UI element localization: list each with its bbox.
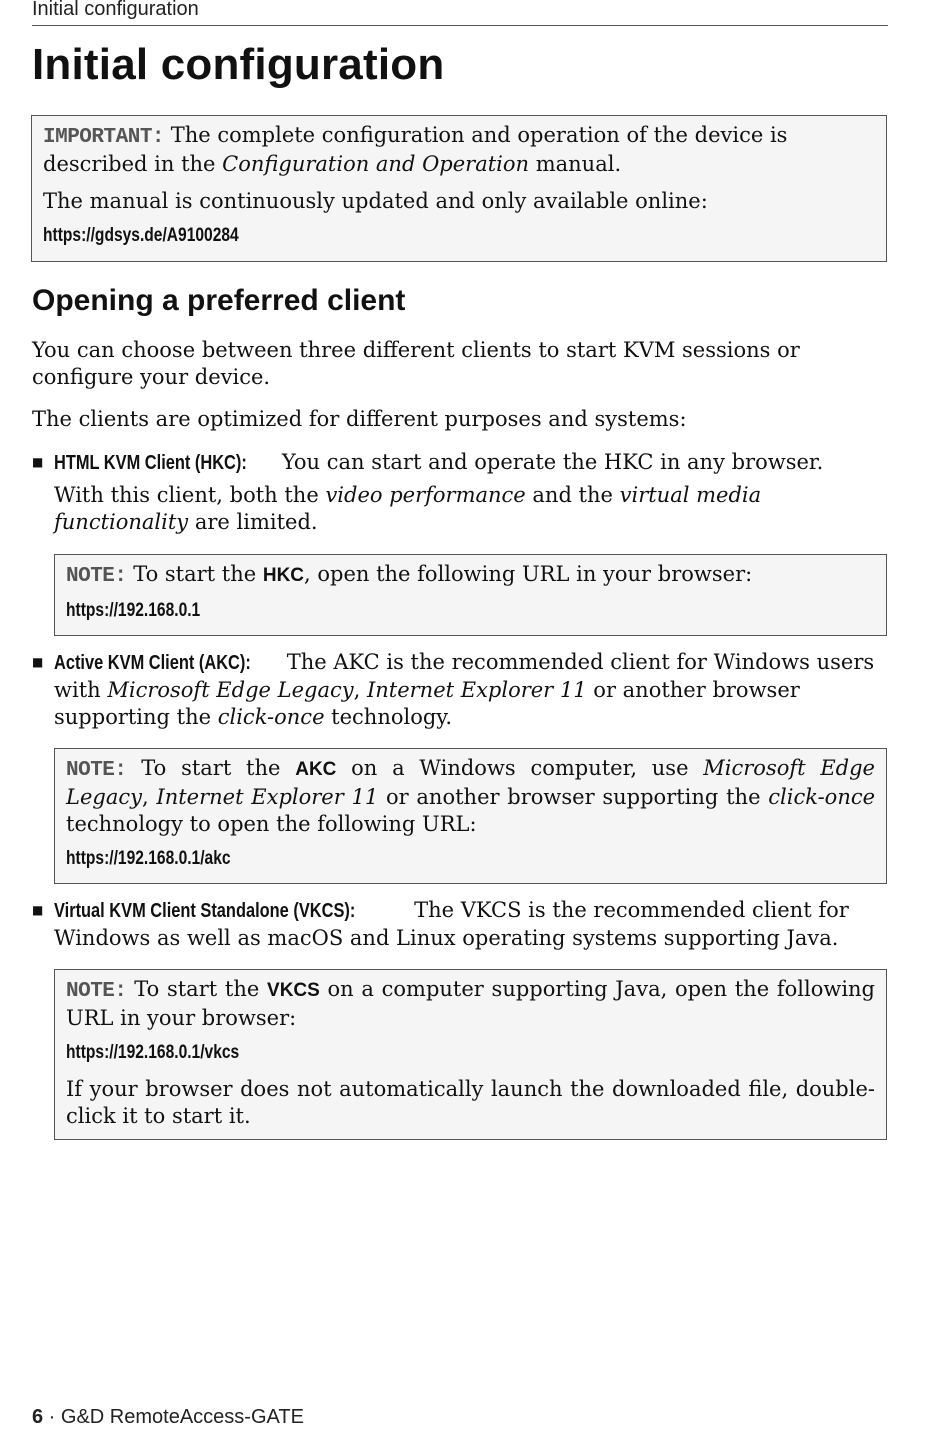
akc-term: Active KVM Client (AKC): — [54, 652, 251, 674]
akc-text: The AKC is the recommended client for Windows users with — [54, 650, 875, 702]
akc-text-3: or another browser supporting the — [54, 678, 800, 729]
running-header: Initial configuration — [32, 0, 888, 26]
hkc-text: You can start and operate the HKC in any browser. — [275, 450, 824, 474]
edge-legacy-term: Microsoft Edge Legacy — [107, 678, 354, 702]
note-text-2: , open the following URL in your browser: — [304, 562, 753, 586]
click-once-term: click-once — [217, 705, 325, 729]
note-text-2: on a computer supporting Java, open the following URL in your browser: — [66, 977, 875, 1030]
video-performance-term: video performance — [325, 483, 526, 507]
manual-name: Configuration and Operation — [222, 152, 530, 176]
hkc-url-link[interactable]: https://192.168.0.1 — [66, 600, 201, 621]
akc-code: AKC — [295, 759, 337, 780]
hkc-extra-text: With this client, both the — [54, 483, 326, 507]
important-text-end: manual. — [529, 152, 622, 176]
note-text: To start the — [126, 977, 268, 1001]
list-item-hkc — [32, 449, 888, 536]
note-text-5: technology to open the following URL: — [66, 812, 477, 836]
note-text: To start the — [126, 562, 263, 586]
hkc-extra-text-3: are limited. — [188, 510, 318, 534]
download-hint-text: If your browser does not automatically launch the downloaded file, double-click it to start it. — [66, 1077, 875, 1128]
note-text-4: or another browser supporting the — [378, 785, 769, 809]
edge-legacy-term: Microsoft Edge Legacy — [66, 756, 875, 809]
vkcs-term: Virtual KVM Client Standalone (VKCS): — [54, 900, 356, 922]
note-text-2: on a Windows computer, use — [336, 756, 704, 780]
section-heading: Opening a preferred client — [32, 284, 406, 317]
intro-paragraph: You can choose between three different clients to start KVM sessions or configure your device. — [32, 338, 800, 389]
akc-text-4: technology. — [324, 705, 453, 729]
note-separator: , — [141, 785, 157, 809]
bullet-square-icon: ■ — [32, 903, 44, 917]
important-paragraph — [43, 122, 875, 178]
akc-separator: , — [353, 678, 367, 702]
manual-url-link[interactable]: https://gdsys.de/A9100284 — [43, 225, 239, 246]
note-label: NOTE: — [66, 759, 127, 782]
virtual-media-term: virtual media functionality — [54, 483, 762, 534]
manual-online-text: The manual is continuously updated and only available online: — [43, 189, 708, 213]
important-callout — [31, 115, 887, 262]
akc-url-link[interactable]: https://192.168.0.1/akc — [66, 848, 231, 869]
bullet-square-icon: ■ — [32, 655, 44, 669]
note-label: NOTE: — [66, 980, 127, 1003]
bullet-square-icon: ■ — [32, 455, 44, 469]
important-label: IMPORTANT: — [43, 126, 165, 149]
note-callout-hkc — [54, 554, 887, 636]
page-footer — [32, 1406, 304, 1429]
ie11-term: Internet Explorer 11 — [156, 785, 379, 809]
page-number: 6 — [32, 1406, 44, 1428]
hkc-code: HKC — [262, 565, 305, 586]
note-text: To start the — [126, 756, 296, 780]
vkcs-text: The VKCS is the recommended client for Windows as well as macOS and Linux operating systems supporting Java. — [54, 898, 849, 950]
footer-separator: · — [43, 1406, 61, 1428]
click-once-term: click-once — [768, 785, 876, 809]
list-item-akc — [32, 649, 888, 731]
note-callout-vkcs — [54, 969, 887, 1140]
hkc-extra-text-2: and the — [525, 483, 620, 507]
hkc-term: HTML KVM Client (HKC): — [54, 452, 247, 474]
important-text: The complete configuration and operation of the device is described in the — [43, 123, 788, 176]
note-callout-akc — [54, 748, 887, 884]
ie11-term: Internet Explorer 11 — [366, 678, 587, 702]
page-title: Initial configuration — [32, 40, 445, 89]
product-name: G&D RemoteAccess-GATE — [60, 1406, 304, 1428]
note-label: NOTE: — [66, 565, 127, 588]
clients-purpose-paragraph: The clients are optimized for different purposes and systems: — [32, 407, 687, 431]
vkcs-code: VKCS — [267, 980, 320, 1001]
list-item-vkcs — [32, 897, 888, 952]
vkcs-url-link[interactable]: https://192.168.0.1/vkcs — [66, 1042, 240, 1063]
